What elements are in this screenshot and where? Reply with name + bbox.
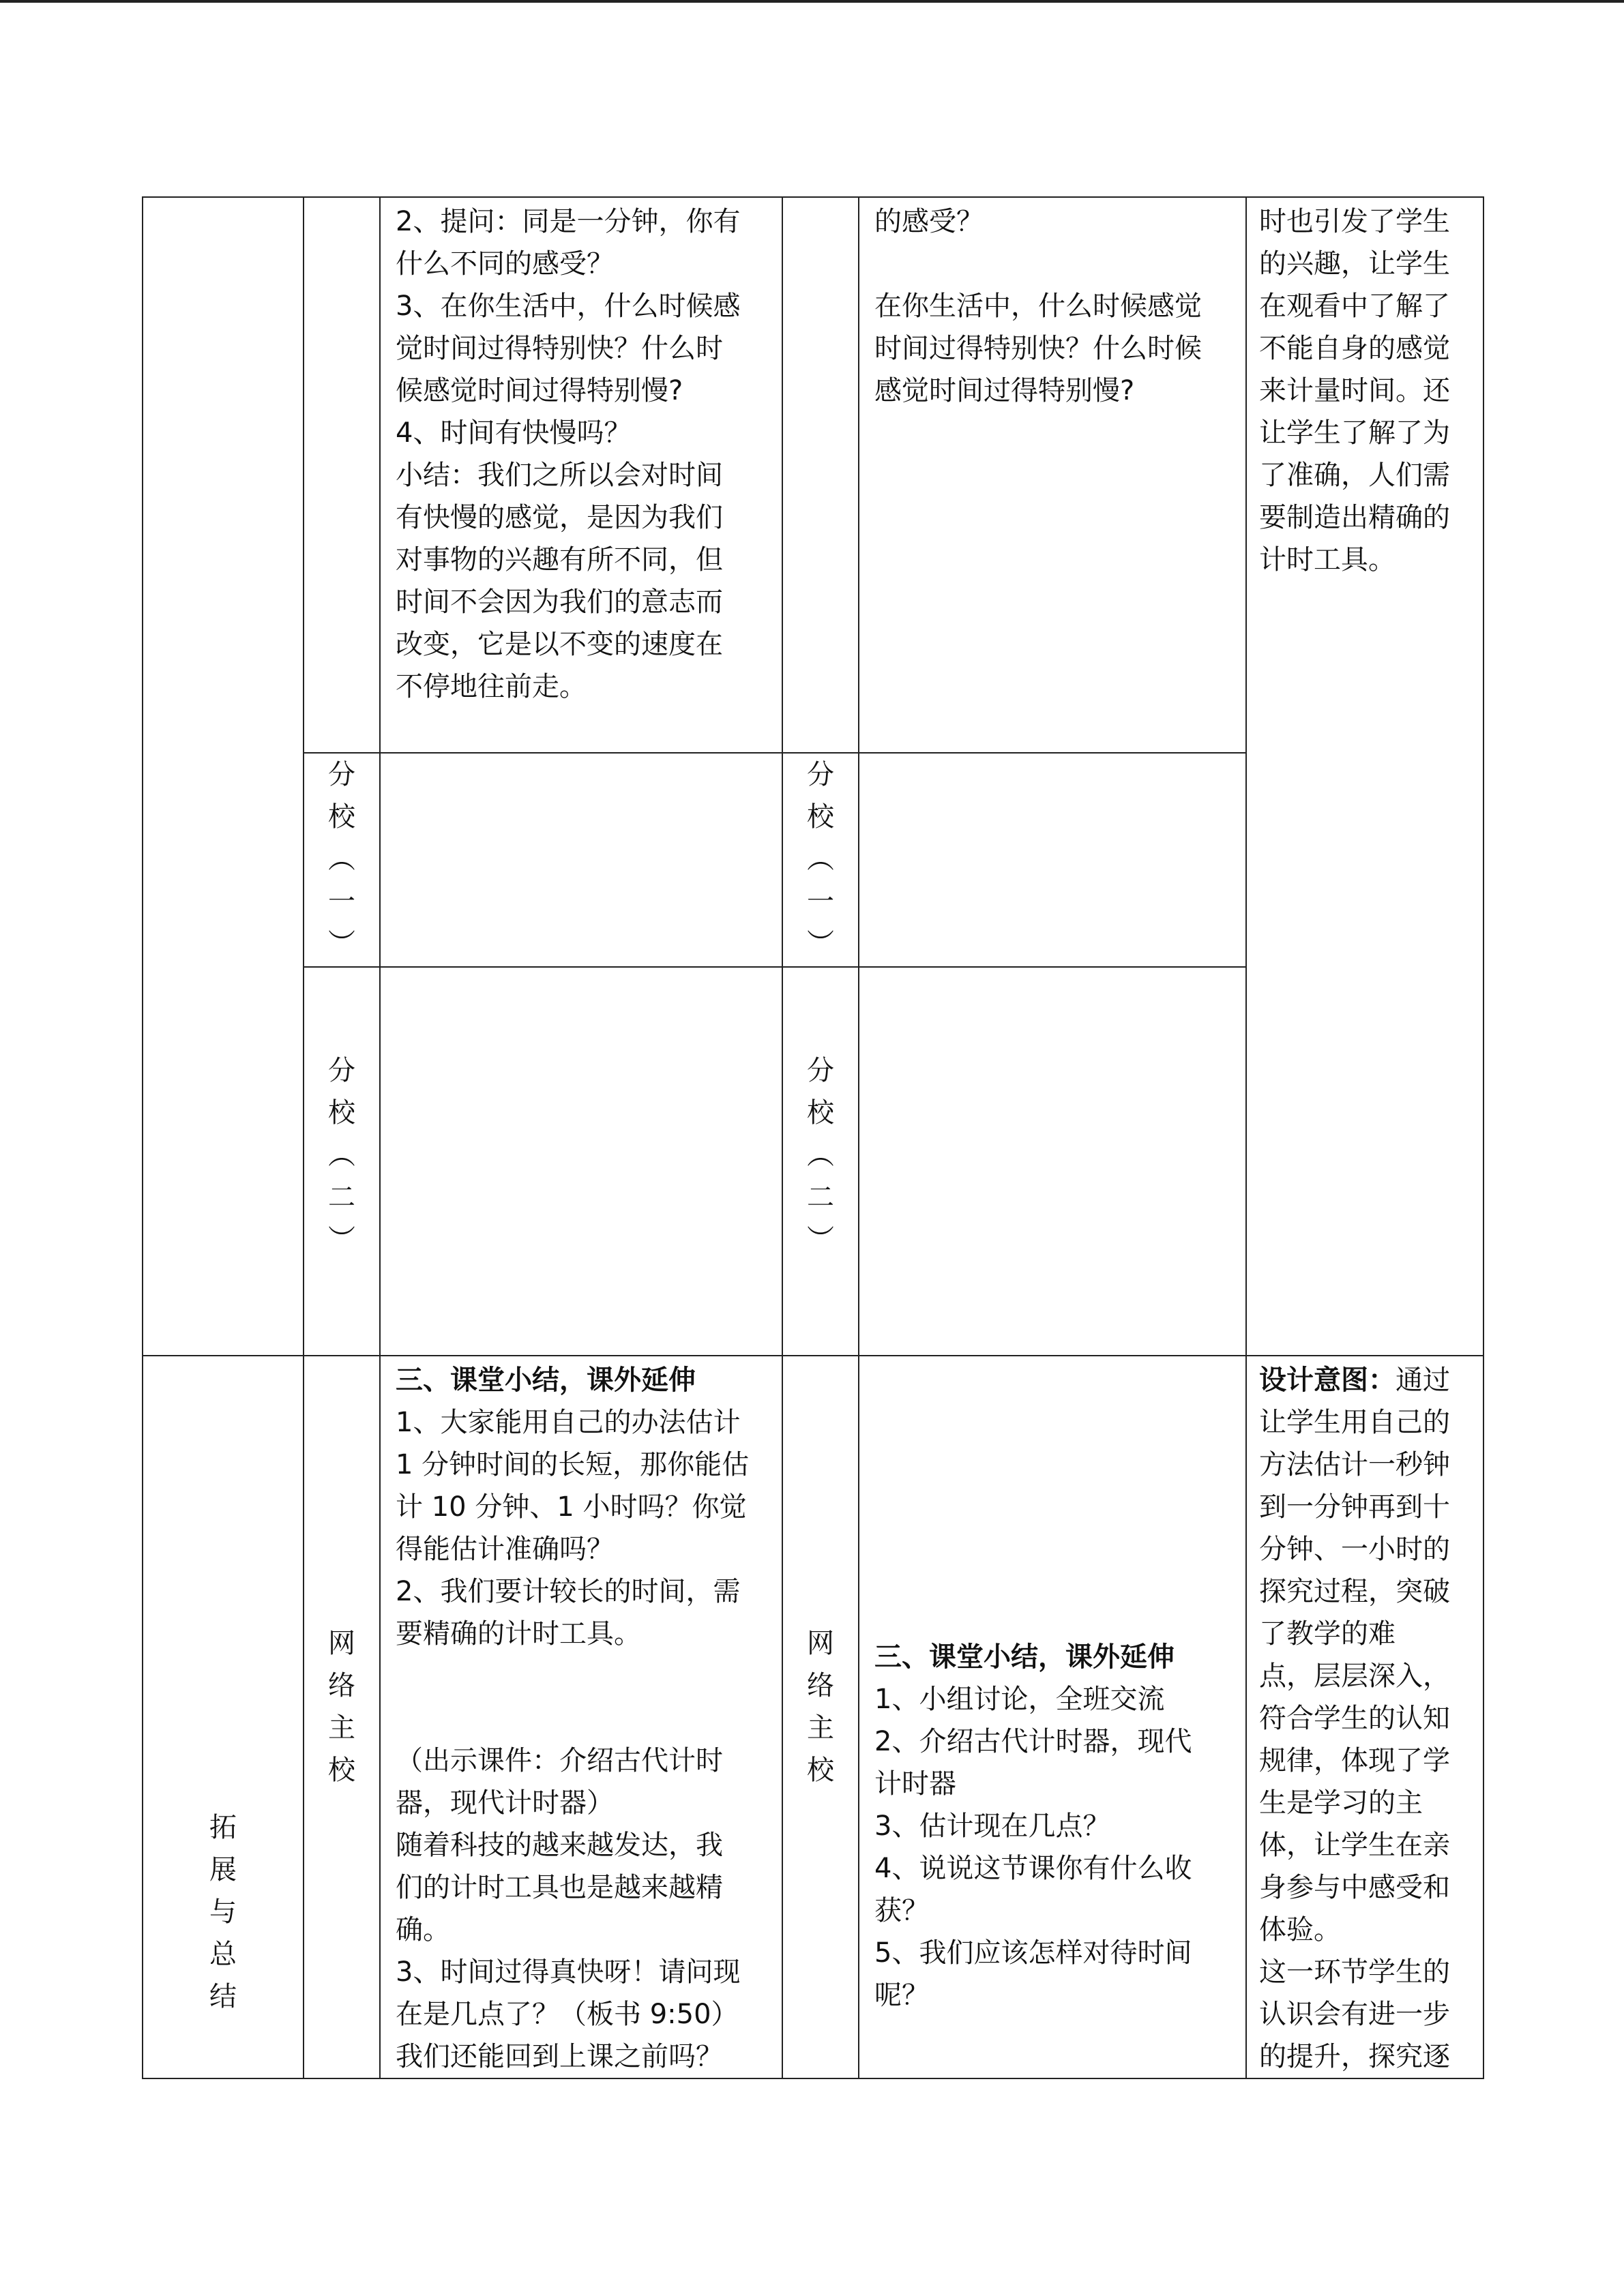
text-line: 探究过程，突破	[1259, 1576, 1450, 1607]
label-char: 总	[209, 1939, 237, 1970]
text-line: 4、说说这节课你有什么收	[874, 1853, 1192, 1884]
section-heading: 三、课堂小结，课外延伸	[874, 1641, 1175, 1673]
label-char: 校	[328, 1755, 355, 1786]
text-line: 确。	[396, 1914, 450, 1945]
label-char: 校	[807, 1755, 834, 1786]
text-line: 来计量时间。还	[1259, 375, 1450, 406]
label-char: 展	[209, 1854, 237, 1885]
text-line: 规律，体现了学	[1259, 1745, 1450, 1776]
label-char: 分	[328, 1055, 355, 1086]
label-char: 一	[807, 886, 834, 917]
text-line: 获？	[874, 1895, 929, 1926]
text-line: 体验。	[1259, 1914, 1341, 1945]
text-line: 1、小组讨论，全班交流	[874, 1684, 1165, 1715]
label-char: 分	[328, 759, 355, 790]
text-line: 符合学生的认知	[1259, 1703, 1450, 1734]
label-char: 主	[328, 1712, 355, 1744]
text-line: 认识会有进一步	[1259, 1999, 1450, 2030]
label-char: 络	[807, 1670, 834, 1701]
text-line: 不能自身的感觉	[1259, 333, 1450, 364]
text-line: 3、时间过得真快呀！请问现	[396, 1956, 741, 1988]
label-char: ︶	[807, 928, 834, 959]
network-main-school-label	[304, 1356, 380, 2078]
text-line: 3、估计现在几点？	[874, 1810, 1110, 1842]
student-activity-content	[859, 197, 1246, 753]
text-line: 这一环节学生的	[1259, 1956, 1450, 1988]
text-line	[1259, 1359, 1473, 1401]
label-char: 二	[328, 1182, 355, 1213]
section-heading: 三、课堂小结，课外延伸	[396, 1365, 696, 1396]
label-char: 结	[209, 1981, 237, 2012]
label-char: 校	[807, 801, 834, 833]
text-line: 计时器	[874, 1768, 956, 1800]
row-extension-summary	[143, 1356, 1483, 2078]
label-char: 拓	[209, 1812, 237, 1843]
text-line: 器，现代计时器）	[396, 1787, 614, 1819]
label-char: ︵	[328, 1139, 355, 1171]
text-line: 1、大家能用自己的办法估计	[396, 1407, 741, 1438]
text-line: 4、时间有快慢吗？	[396, 417, 632, 449]
top-border-line	[0, 0, 1624, 3]
text-line: 让学生了解了为	[1259, 417, 1450, 449]
text-line: 体，让学生在亲	[1259, 1830, 1450, 1861]
label-char: ︵	[807, 1139, 834, 1171]
text-line: 在是几点了？（板书 9:50）	[396, 1999, 739, 2030]
text-line: 生是学习的主	[1259, 1787, 1423, 1819]
text-line: 呢？	[874, 1980, 929, 2011]
text-line: 什么不同的感受？	[396, 248, 614, 280]
label-char: ︵	[328, 844, 355, 875]
text-line: 到一分钟再到十	[1259, 1491, 1450, 1523]
text-line: 了准确，人们需	[1259, 460, 1450, 491]
design-intent-content	[1246, 197, 1483, 1356]
branch-one-label-2	[782, 753, 859, 967]
label-char: 网	[328, 1628, 355, 1659]
label-char: 校	[328, 1097, 355, 1129]
label-char: ︶	[328, 928, 355, 959]
blank-line	[874, 243, 1230, 285]
branch-one-content	[380, 753, 782, 967]
blank-line	[396, 1655, 767, 1697]
label-char: 一	[328, 886, 355, 917]
label-cell-empty	[304, 197, 380, 753]
branch-two-content	[380, 967, 782, 1356]
text-line: 候感觉时间过得特别慢?	[396, 375, 683, 406]
text-line: 感觉时间过得特别慢?	[874, 375, 1135, 406]
text-line: 2、介绍古代计时器，现代	[874, 1726, 1192, 1757]
text-line: 随着科技的越来越发达，我	[396, 1830, 723, 1861]
text-line: 的兴趣，让学生	[1259, 248, 1450, 280]
design-intent-first: 通过	[1396, 1365, 1450, 1396]
text-line: 小结：我们之所以会对时间	[396, 460, 723, 491]
label-char: 校	[328, 801, 355, 833]
text-line: 2、我们要计较长的时间，需	[396, 1576, 741, 1607]
label-char: 分	[807, 1055, 834, 1086]
text-line: 我们还能回到上课之前吗？	[396, 2041, 723, 2072]
text-line: 计时工具。	[1259, 544, 1396, 576]
summary-main-content	[380, 1356, 782, 2078]
label-char: 网	[807, 1628, 834, 1659]
blank-line	[396, 1697, 767, 1740]
stage-cell-empty	[143, 197, 304, 1356]
text-line: 改变，它是以不变的速度在	[396, 629, 723, 660]
label-char: 二	[807, 1182, 834, 1213]
main-school-content	[380, 197, 782, 753]
label-char: 与	[209, 1896, 237, 1928]
label-char: ︶	[807, 1224, 834, 1255]
text-line: 时间不会因为我们的意志而	[396, 586, 723, 618]
text-line: 对事物的兴趣有所不同，但	[396, 544, 723, 576]
text-line: 让学生用自己的	[1259, 1407, 1450, 1438]
text-line: 5、我们应该怎样对待时间	[874, 1937, 1192, 1969]
summary-design-intent	[1246, 1356, 1483, 2078]
text-line: 分钟、一小时的	[1259, 1534, 1450, 1565]
branch-one-label	[304, 753, 380, 967]
text-line: 的提升，探究逐	[1259, 2041, 1450, 2072]
text-line: 身参与中感受和	[1259, 1872, 1450, 1903]
branch-two-label	[304, 967, 380, 1356]
text-line: 要精确的计时工具。	[396, 1618, 641, 1650]
label-char: 分	[807, 759, 834, 790]
branch-two-activity	[859, 967, 1246, 1356]
label-char: ︶	[328, 1224, 355, 1255]
text-line: 觉时间过得特别快？什么时	[396, 333, 723, 364]
label-char: ︵	[807, 844, 834, 875]
text-line: 要制造出精确的	[1259, 502, 1450, 533]
text-line: 2、提问：同是一分钟，你有	[396, 206, 741, 237]
text-line: 计 10 分钟、1 小时吗？你觉	[396, 1491, 747, 1523]
label-char: 络	[328, 1670, 355, 1701]
branch-two-label-2	[782, 967, 859, 1356]
text-line: （出示课件：介绍古代计时	[396, 1745, 723, 1776]
text-line: 不停地往前走。	[396, 671, 587, 702]
text-line: 得能估计准确吗？	[396, 1534, 614, 1565]
text-line: 们的计时工具也是越来越精	[396, 1872, 723, 1903]
network-main-school-label-2	[782, 1356, 859, 2078]
branch-one-activity	[859, 753, 1246, 967]
text-line: 方法估计一秒钟	[1259, 1449, 1450, 1480]
text-line: 1 分钟时间的长短，那你能估	[396, 1449, 750, 1480]
stage-label-extension	[143, 1356, 304, 2078]
lesson-plan-table	[142, 196, 1484, 2079]
row-main-school-continued	[143, 197, 1483, 753]
design-intent-label: 设计意图：	[1259, 1365, 1396, 1396]
text-line: 了教学的难	[1259, 1618, 1396, 1650]
label-cell-empty	[782, 197, 859, 753]
text-line: 时间过得特别快？什么时候	[874, 333, 1202, 364]
text-line: 3、在你生活中，什么时候感	[396, 290, 741, 322]
text-line: 在你生活中，什么时候感觉	[874, 290, 1202, 322]
text-line: 的感受？	[874, 206, 984, 237]
summary-activity-content	[859, 1356, 1246, 2078]
text-line: 点，层层深入，	[1259, 1660, 1450, 1692]
label-char: 校	[807, 1097, 834, 1129]
text-line: 有快慢的感觉，是因为我们	[396, 502, 723, 533]
label-char: 主	[807, 1712, 834, 1744]
text-line: 时也引发了学生	[1259, 206, 1450, 237]
text-line: 在观看中了解了	[1259, 290, 1450, 322]
